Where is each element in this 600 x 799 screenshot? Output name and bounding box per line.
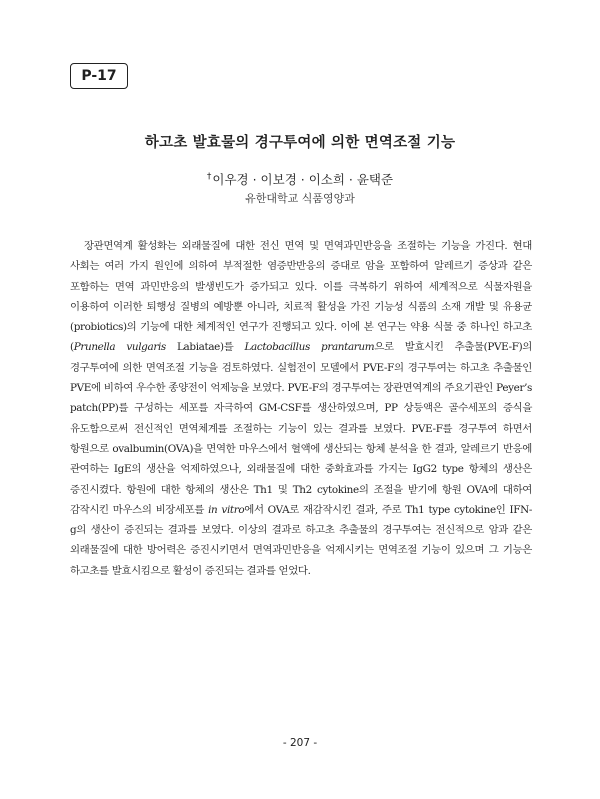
poster-number: P-17 bbox=[81, 68, 117, 84]
in-vitro-term: in vitro bbox=[208, 503, 245, 516]
author-line bbox=[0, 170, 600, 188]
corresponding-author-mark: † bbox=[206, 172, 212, 182]
poster-number-badge bbox=[70, 63, 128, 89]
affiliation: 유한대학교 식품영양과 bbox=[245, 192, 355, 205]
species-name: Prunella vulgaris bbox=[73, 341, 166, 354]
abstract-text-4: 에서 OVA로 재감작시킨 결과, 주로 Th1 type cytokine인 IFN-g의 생산이 증진되는 결과를 보였다. 이상의 결과로 하고초 추출물의 경구투여는 전신적으로 암과 같은 외래물질에 대한 방어력은 증진시키면서 면역과민반응을 억제시키는 면역조절 기능이 있으며 그 기능은 하고초를 발효시킴으로 활성이 증진되는 결과를 얻었다. bbox=[70, 503, 532, 577]
paper-title: 하고초 발효물의 경구투여에 의한 면역조절 기능 bbox=[144, 135, 456, 151]
author-names: 이우경 · 이보경 · 이소희 · 윤택준 bbox=[212, 172, 394, 187]
bacterium-name: Lactobacillus prantarum bbox=[244, 341, 375, 354]
abstract-body bbox=[70, 236, 532, 581]
abstract-text-1: 장관면역계 활성화는 외래물질에 대한 전신 면역 및 면역과민반응을 조절하는 기능을 가진다. 현대 사회는 여러 가지 원인에 의하여 부적절한 염증반반응의 증대로 암을 포함하여 알레르기 증상과 같은 포함하는 면역 과민반응의 발생빈도가 증가되고 있다. 이를 극복하기 위하여 세계적으로 식물자원을 이용하여 이러한 퇴행성 질병의 예방뿐 아니라, 치료적 활성을 가진 기능성 식품의 소재 개발 및 유용균 (probiotics)의 기능에 대한 체계적인 연구가 진행되고 있다. 이에 본 연구는 약용 식물 중 하나인 하고초 ( bbox=[70, 240, 532, 354]
abstract-text-2: Labiatae)를 bbox=[165, 341, 245, 354]
abstract-text-3: 으로 발효시킨 추출물(PVE-F)의 경구투여에 의한 면역조절 기능을 검토하였다. 실험전이 모델에서 PVE-F의 경구투여는 하고초 추출물인 PVE에 비하여 우수한 종양전이 억제능을 보였다. PVE-F의 경구투여는 장관면역계의 주요기관인 Peyer’s patch(PP)를 구성하는 세포를 자극하여 GM-CSF를 생산하였으며, PP 상등액은 골수세포의 증식을 유도함으로써 전신적인 면역체계를 조절하는 기능이 있는 결과를 보였다. PVE-F를 경구투여 하면서 항원으로 ovalbumin(OVA)을 면역한 마우스에서 혈액에 생산되는 항체 분석을 한 결과, 알레르기 반응에 관여하는 IgE의 생산을 억제하였으나, 외래물질에 대한 중화효과를 가지는 IgG2 type 항체의 생산은 증진시켰다. 항원에 대한 항체의 생산은 Th1 및 Th2 cytokine의 조절을 받기에 항원 OVA에 대하여 감작시킨 마우스의 비장세포를 bbox=[70, 341, 532, 516]
page-number: - 207 - bbox=[282, 737, 318, 749]
